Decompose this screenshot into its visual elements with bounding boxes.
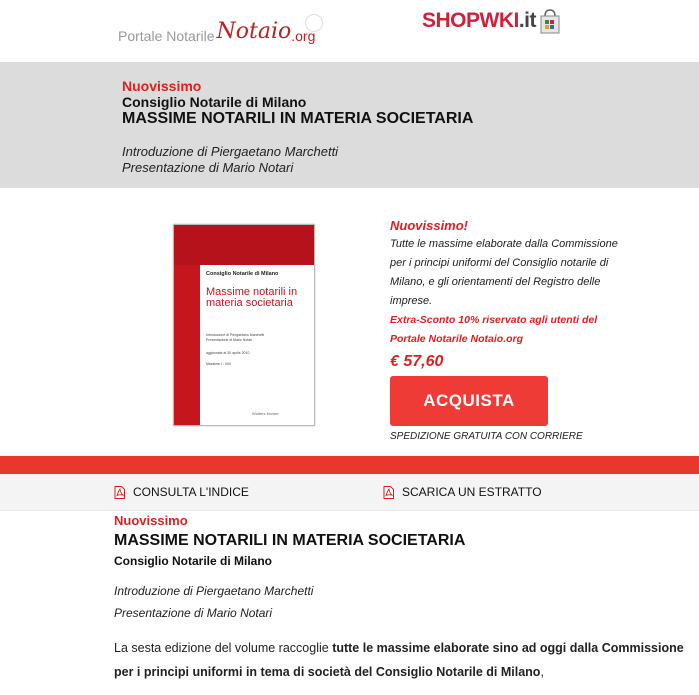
article-author: Consiglio Notarile di Milano bbox=[114, 554, 273, 568]
logo-portale-text: Portale Notarile bbox=[118, 28, 215, 44]
banner-presentation: Presentazione di Mario Notari bbox=[122, 160, 294, 175]
pdf-icon bbox=[383, 486, 394, 499]
cover-intro-line: Introduzione di Piergaetano Marchetti bbox=[206, 333, 265, 337]
banner-title: MASSIME NOTARILI IN MATERIA SOCIETARIA bbox=[122, 110, 474, 127]
consulta-indice-link[interactable] bbox=[114, 485, 249, 499]
product-section bbox=[0, 188, 699, 456]
cover-massime-line: Massime I - 000 bbox=[206, 362, 231, 366]
article-body-suffix: , bbox=[540, 665, 544, 679]
cover-publisher: Wolters Kluwer bbox=[252, 411, 279, 416]
product-promo: Extra-Sconto 10% riservato agli utenti del Portale Notarile Notaio.org bbox=[390, 314, 598, 345]
shipping-note: SPEDIZIONE GRATUITA CON CORRIERE bbox=[390, 431, 583, 442]
cover-title: Massime notarili in materia societaria bbox=[206, 286, 298, 309]
cover-top-band bbox=[174, 225, 314, 265]
red-divider-bar bbox=[0, 456, 699, 474]
article-intro: Introduzione di Piergaetano Marchetti bbox=[114, 584, 314, 598]
logo-circle-icon bbox=[305, 14, 323, 32]
product-info bbox=[390, 218, 620, 371]
product-headline: Nuovissimo! bbox=[390, 218, 469, 233]
notaio-logo[interactable] bbox=[118, 14, 315, 44]
shopwki-logo[interactable] bbox=[422, 8, 561, 34]
cover-presentation-line: Presentazione di Mario Notari bbox=[206, 338, 253, 342]
banner-author: Consiglio Notarile di Milano bbox=[122, 94, 307, 110]
scarica-estratto-link[interactable] bbox=[383, 485, 542, 499]
product-price: € 57,60 bbox=[390, 353, 444, 370]
download-links-bar bbox=[0, 474, 699, 510]
article-body-bold: tutte le massime elaborate sino ad oggi dalla Commissione per i principi uniformi in tema di società del Consiglio Notarile di Milano bbox=[114, 641, 684, 679]
banner-intro: Introduzione di Piergaetano Marchetti bbox=[122, 144, 339, 159]
cover-edition-line: aggiornate al 30 aprile 2010 bbox=[206, 351, 250, 355]
book-cover-image[interactable] bbox=[173, 224, 315, 426]
article-kicker: Nuovissimo bbox=[114, 513, 188, 528]
logo-org-text: .org bbox=[291, 28, 316, 44]
shopping-bag-icon bbox=[539, 8, 561, 34]
banner-kicker: Nuovissimo bbox=[122, 78, 202, 94]
shopwki-suffix: .it bbox=[518, 9, 537, 32]
article-title: MASSIME NOTARILI IN MATERIA SOCIETARIA bbox=[114, 532, 466, 549]
shopwki-text bbox=[422, 9, 536, 33]
title-banner bbox=[0, 62, 699, 188]
section-divider bbox=[0, 510, 699, 511]
scarica-estratto-label: SCARICA UN ESTRATTO bbox=[402, 485, 542, 499]
shopwki-brand: SHOPWKI bbox=[422, 9, 519, 32]
cover-side-band bbox=[174, 265, 200, 425]
article-body bbox=[114, 636, 684, 684]
cover-author: Consiglio Notarile di Milano bbox=[206, 271, 279, 277]
acquista-button[interactable]: ACQUISTA bbox=[390, 376, 548, 426]
product-description: Tutte le massime elaborate dalla Commissione per i principi uniformi del Consiglio notarile di Milano, e gli orientamenti del Registro delle imprese. bbox=[390, 238, 618, 307]
pdf-icon bbox=[114, 486, 125, 499]
logo-notaio-text: Notaio bbox=[216, 19, 292, 44]
article-body-prefix: La sesta edizione del volume raccoglie bbox=[114, 641, 333, 655]
article-section bbox=[114, 513, 684, 684]
email-header bbox=[0, 0, 699, 62]
consulta-indice-label: CONSULTA L'INDICE bbox=[133, 485, 249, 499]
article-presentation: Presentazione di Mario Notari bbox=[114, 606, 273, 620]
